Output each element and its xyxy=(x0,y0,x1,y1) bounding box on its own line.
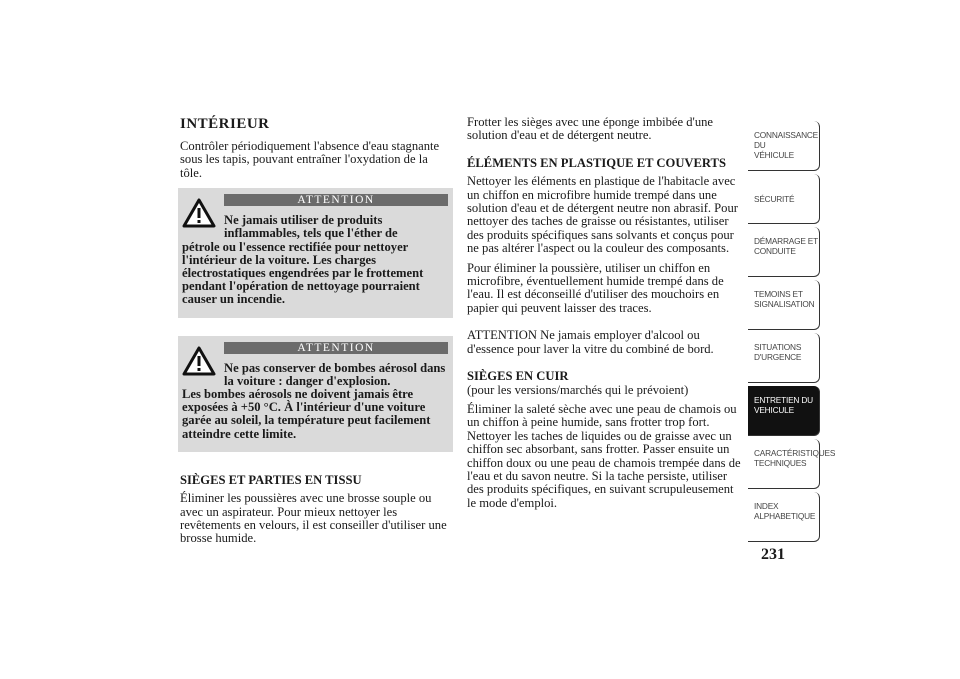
warning-text-rest: Les bombes aérosols ne doivent jamais être exposées à +50 °C. À l'intérieur d'une voiture garée au soleil, la température peut facilement atteindre cette limite. xyxy=(182,387,431,441)
right-column xyxy=(467,116,742,516)
section-title-plastic: ÉLÉMENTS EN PLASTIQUE ET COUVERTS xyxy=(467,155,726,170)
leather-subtitle: (pour les versions/marchés qui le prévoient) xyxy=(467,382,689,397)
tab-label: ALPHABETIQUE xyxy=(754,511,816,521)
left-column xyxy=(180,116,451,552)
tab-label: CARACTÉRISTIQUES xyxy=(754,448,836,458)
tab-label: TEMOINS ET xyxy=(754,289,803,299)
warning-text-first: Ne pas conserver de bombes aérosol dans la voiture : danger d'explosion. xyxy=(224,360,446,388)
tab-maintenance[interactable] xyxy=(748,386,820,436)
page-number: 231 xyxy=(761,546,785,563)
tab-label: CONNAISSANCE DU xyxy=(754,130,818,150)
warning-text-rest: pétrole ou l'essence rectifiée pour nettoyer l'intérieur de la voiture. Les charges électrostatiques engendrées par le frottement pendant l'opération de nettoyage pourraient causer un incendie. xyxy=(182,239,424,307)
warning-text xyxy=(182,362,448,441)
warning-text xyxy=(182,214,448,306)
tab-label: SITUATIONS xyxy=(754,342,802,352)
plastic-paragraph: Nettoyer les éléments en plastique de l'habitacle avec un chiffon en microfibre humide trempé dans une solution d'eau et de détergent neutre non abrasif. Pour nettoyer des taches de graisse ou résistantes, utiliser des produits spécifiques sans solvants et conçus pour ne pas altérer l'aspect ou la couleur des composants. xyxy=(467,174,738,256)
tab-label: TECHNIQUES xyxy=(754,458,807,468)
tab-label: SÉCURITÉ xyxy=(754,194,795,204)
tab-label: D'URGENCE xyxy=(754,352,802,362)
dust-paragraph: Pour éliminer la poussière, utiliser un chiffon en microfibre, éventuellement humide trempé dans de l'eau. Il est déconseillé d'utiliser des mouchoirs en papier qui peuvent laisser des traces. xyxy=(467,260,724,315)
tab-emergency[interactable] xyxy=(748,333,820,383)
tab-label: SIGNALISATION xyxy=(754,299,815,309)
tab-label: VÉHICULE xyxy=(754,150,794,160)
tab-safety[interactable] xyxy=(748,174,820,224)
warning-text-first: Ne jamais utiliser de produits inflammables, tels que l'éther de xyxy=(224,213,398,241)
section-title-leather: SIÈGES EN CUIR xyxy=(467,369,569,384)
tab-label: ENTRETIEN DU xyxy=(754,395,813,405)
warning-triangle-icon xyxy=(182,198,216,228)
tab-label: DÉMARRAGE ET xyxy=(754,236,818,246)
warning-box-aerosol xyxy=(178,336,453,452)
tab-label: CONDUITE xyxy=(754,246,796,256)
tab-technical-specs[interactable] xyxy=(748,439,836,489)
tab-label: INDEX xyxy=(754,501,779,511)
attention-note: ATTENTION Ne jamais employer d'alcool ou d'essence pour laver la vitre du combiné de bord. xyxy=(467,328,714,356)
tab-label: VEHICULE xyxy=(754,405,794,415)
rub-seats-paragraph: Frotter les sièges avec une éponge imbibée d'une solution d'eau et de détergent neutre. xyxy=(467,115,714,143)
tab-index[interactable] xyxy=(748,492,820,542)
tab-vehicle-knowledge[interactable] xyxy=(748,121,820,171)
warning-triangle-icon xyxy=(182,346,216,376)
fabric-seats-paragraph: Éliminer les poussières avec une brosse souple ou avec un aspirateur. Pour mieux nettoyer les revêtements en velours, il est conseiller d'utiliser une brosse humide. xyxy=(180,491,447,546)
tab-warning-lights[interactable] xyxy=(748,280,820,330)
tab-starting-driving[interactable] xyxy=(748,227,820,277)
leather-paragraph: Éliminer la saleté sèche avec une peau de chamois ou un chiffon à peine humide, sans frotter trop fort. Nettoyer les taches de liquides ou de graisse avec un chiffon sec absorbant, sans frotter. Passer ensuite un chiffon doux ou une peau de chamois trempée dans de l'eau et du savon neutre. Si la tache persiste, utiliser des produits spécifiques, en suivant scrupuleusement le mode d'emploi. xyxy=(467,401,741,510)
intro-paragraph: Contrôler périodiquement l'absence d'eau stagnante sous les tapis, pouvant entraîner l'oxydation de la tôle. xyxy=(180,139,440,180)
section-title-interior: INTÉRIEUR xyxy=(180,116,270,132)
warning-label: ATTENTION xyxy=(224,342,448,354)
warning-label: ATTENTION xyxy=(224,194,448,206)
section-title-fabric-seats: SIÈGES ET PARTIES EN TISSU xyxy=(180,472,362,487)
warning-box-flammable xyxy=(178,188,453,317)
